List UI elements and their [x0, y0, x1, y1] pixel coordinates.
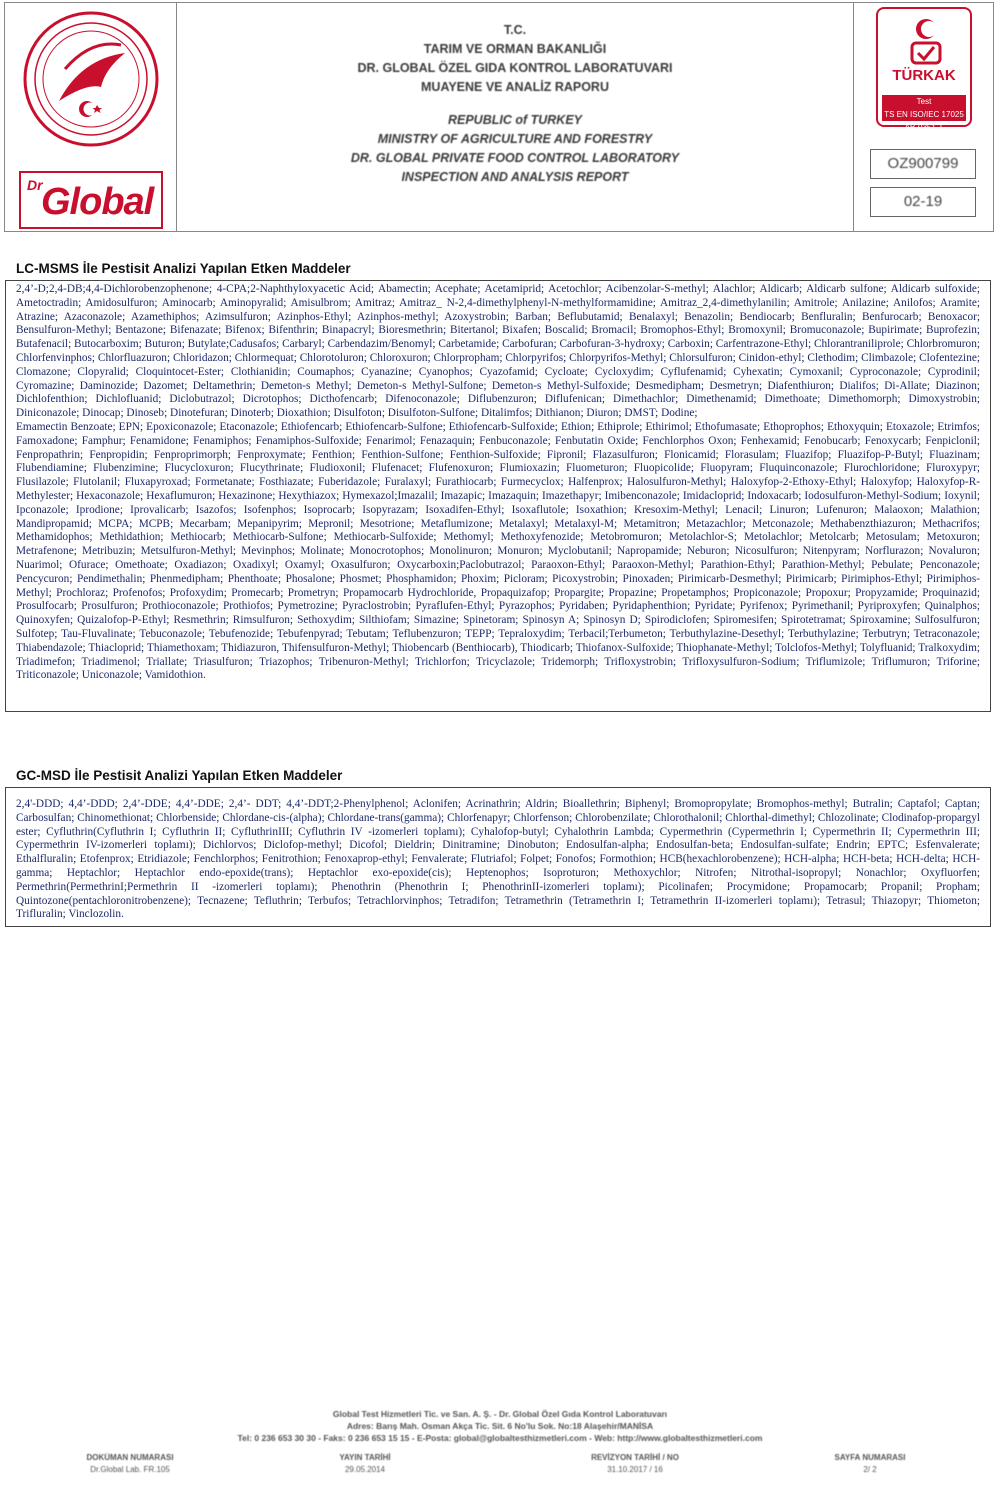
footer-col-publish-date: [285, 1452, 445, 1476]
gcmsd-substances-text: 2,4'-DDD; 4,4’-DDD; 2,4’-DDE; 4,4’-DDE; 2,4’- DDT; 4,4’-DDT;2-Phenylphenol; Aclonifen; Acrinathrin; Aldrin; Bioallethrin; Biphenyl; Bromopropylate; Bromophos-methyl; Butralin; Captafol; Captan; Carbosulfan; Chinomethionat; Chlorbenside; Chlordane-cis-(alpha); Chlordane-trans(gamma); Chlorfenapyr; Chlorfenson; Chlorobenzilate; Chlorothalonil; Chlorthal-dimethyl; Chlozolinate; Clodinafop-propargyl ester; Cyfluthrin(Cyfluthrin I; Cyfluthrin II; CyfluthrinIII; Cyfluthrin IV -izomerleri toplamı); Cyhalofop-butyl; Cyhalothrin Lambda; Cypermethrin (Cypermethrin I; Cypermethrin II; Cypermethrin III; Cypermethrin IV-izomerleri toplamı); Dichlorvos; Diclofop-methyl; Dicofol; Dieldrin; Dinitramine; Dinobuton; Endosulfan-alpha; Endosulfan-beta; Endosulfan-sulfate; Endrin; EPTC; Esfenvalerate; Ethalfluralin; Etofenprox; Etridiazole; Fenchlorphos; Fenitrothion; Fenoxaprop-ethyl; Fenvalerate; Flutriafol; Folpet; Fonofos; Formothion; HCB(hexachlorobenzene); HCH-alpha; HCH-beta; HCH-delta; HCH-gamma; Heptachlor; Heptachlor endo-epoxide(trans); Heptachlor exo-epoxide(cis); Heptenophos; Isoproturon; Methoxychlor; Nitrofen; Nitrothal-isopropyl; Nonachlor; Oxyfluorfen; Permethrin(PermethrinI;Permethrin II -izomerleri toplamı); Phenothrin (Phenothrin I; PhenothrinII-izomerleri toplamı); Picolinafen; Procymidone; Propamocarb; Propanil; Propham; Quintozone(pentachloronitrobenzene); Tecnazene; Tefluthrin; Terbufos; Tetrachlorvinphos; Tetradifon; Tetramethrin (Tetramethrin I; Tetramethrin II-izomerleri toplamı); Tetrasul; Thiazopyr; Thiometon; Trifluralin; Vinclozolin.: [16, 798, 980, 921]
turkak-label: TÜRKAK: [892, 67, 956, 84]
footer-col-value: 31.10.2017 / 16: [607, 1465, 663, 1474]
report-header: [4, 2, 994, 232]
report-code: 02-19: [903, 193, 943, 210]
report-code-box: [870, 187, 976, 217]
footer-col-label: SAYFA NUMARASI: [834, 1453, 906, 1462]
lcmsms-section-title: LC-MSMS İle Pestisit Analizi Yapılan Etken Maddeler: [16, 261, 351, 276]
turkak-band-text: Test TS EN ISO/IEC 17025 AB-0351-T: [884, 97, 964, 132]
turkak-badge: [876, 7, 972, 132]
footer-col-value: 29.05.2014: [344, 1465, 386, 1474]
footer-col-page-number: [790, 1452, 950, 1476]
header-line-en-3: DR. GLOBAL PRIVATE FOOD CONTROL LABORATORY: [350, 151, 680, 165]
header-line-tr-1: T.C.: [503, 23, 527, 37]
footer-col-revision: [555, 1452, 715, 1476]
footer-col-value: Dr.Global Lab. FR.105: [90, 1465, 170, 1474]
header-titles: [177, 21, 853, 187]
footer-address: Adres: Barış Mah. Osman Akça Tic. Sit. 6 No'lu Sok. No:18 Alaşehir/MANİSA: [346, 1421, 654, 1431]
header-logo-panel: [5, 3, 177, 231]
page-footer: [0, 1408, 1000, 1444]
footer-company: Global Test Hizmetleri Tic. ve San. A. Ş. - Dr. Global Özel Gıda Kontrol Laboratuvarı: [332, 1409, 668, 1419]
footer-col-label: REVİZYON TARİHİ / NO: [591, 1453, 679, 1462]
footer-col-value: 2/ 2: [863, 1465, 877, 1474]
ministry-seal-icon: [21, 9, 161, 149]
dr-global-logo: [19, 171, 163, 229]
footer-col-label: YAYIN TARİHİ: [339, 1453, 391, 1462]
header-line-tr-2: TARIM VE ORMAN BAKANLIĞI: [423, 42, 607, 56]
logo-prefix: Dr: [27, 177, 43, 193]
lcmsms-substances-text: 2,4’-D;2,4-DB;4,4-Dichlorobenzophenone; 4-CPA;2-Naphthyloxyacetic Acid; Abamectin; Acephate; Acetamiprid; Acetochlor; Acibenzolar-S-methyl; Alachlor; Aldicarb; Aldicarb sulfone; Aldicarb sulfoxide; Ametoctradin; Amidosulfuron; Aminocarb; Aminopyralid; Amisulbrom; Amitraz; Amitraz_ N-2,4-dimethylphenyl-N-methylformamidine; Amitraz_2,4-dimethylanilin; Amitrole; Anilazine; Anilofos; Aramite; Atrazine; Azaconazole; Azamethiphos; Azimsulfuron; Azinphos-Ethyl; Azinphos-methyl; Azoxystrobin; Barban; Beflubutamid; Benalaxyl; Benazolin; Bendiocarb; Benfluralin; Benfurocarb; Benoxacor; Bensulfuron-Methyl; Bentazone; Bifenazate; Bifenox; Bifenthrin; Binapacryl; Bioresmethrin; Bitertanol; Bixafen; Boscalid; Bromacil; Bromophos-Ethyl; Bromoxynil; Bromuconazole; Bupirimate; Buprofezin; Butafenacil; Butocarboxim; Buturon; Butylate;Cadusafos; Carbaryl; Carbendazim/Benomyl; Carbetamide; Carbofuran; Carbofuran-3-hydroxy; Carboxin; Carfentrazone-Ethyl; Chlorantraniliprole; Chlorbromuron; Chlorfenvinphos; Chlorfluazuron; Chloridazon; Chlormequat; Chlorotoluron; Chloroxuron; Chlorpropham; Chlorpyrifos; Chlorpyrifos-Methyl; Chlorsulfuron; Cinidon-ethyl; Clethodim; Climbazole; Clofentezine; Clomazone; Clopyralid; Cloquintocet-Ester; Clothianidin; Coumaphos; Cyanazine; Cyanophos; Cyazofamid; Cycloate; Cycloxydim; Cyflufenamid; Cyhexatin; Cymoxanil; Cyproconazole; Cyprodinil; Cyromazine; Daminozide; Dazomet; Deltamethrin; Demeton-s Methyl; Demeton-s Methyl-Sulfone; Demeton-s Methyl-Sulfoxide; Desmedipham; Desmetryn; Diafenthiuron; Dialifos; Di-Allate; Diazinon; Dichlofenthion; Dichlofluanid; Diclobutrazol; Dicrotophos; Dicthofencarb; Difenoconazole; Diflubenzuron; Diflufenican; Dimethachlor; Dimethenamid; Dimethoate; Dimethomorph; Dimoxystrobin; Diniconazole; Dinocap; Dinoseb; Dinotefuran; Dinoterb; Dioxathion; Disulfoton; Disulfoton-Sulfone; Ditalimfos; Dithianon; Diuron; DMST; Dodine; Emamectin Benzoate; EPN; Epoxiconazole; Etaconazole; Ethiofencarb; Ethiofencarb-Sulfone; Ethiofencarb-Sulfoxide; Ethion; Ethiprole; Ethirimol; Ethofumasate; Ethoprophos; Ethoxyquin; Etoxazole; Etrimfos; Famoxadone; Famphur; Fenamidone; Fenamiphos; Fenamiphos-Sulfoxide; Fenarimol; Fenazaquin; Fenbuconazole; Fenbutatin Oxide; Fenchlorphos Oxon; Fenhexamid; Fenobucarb; Fenoxycarb; Fenpiclonil; Fenpropathrin; Fenpropidin; Fenproprimorph; Fenproxymate; Fenthion; Fenthion-Sulfone; Fenthion-Sulfoxide; Fipronil; Flazasulfuron; Flonicamid; Florasulam; Fluazifop; Fluazifop-P-Butyl; Fluazinam; Flubendiamine; Flubenzimine; Flucycloxuron; Flucythrinate; Fludioxonil; Flufenacet; Flufenoxuron; Flumioxazin; Fluometuron; Fluopicolide; Fluopyram; Fluquinconazole; Flurochloridone; Fluroxypyr; Flusilazole; Flutolanil; Fluxapyroxad; Formetanate; Fosthiazate; Fuberidazole; Furalaxyl; Furathiocarb; Furmecyclox; Halfenprox; Halosulfuron-Methyl; Haloxyfop-2-Ethoxy-Ethyl; Haloxyfop; Haloxyfop-R-Methylester; Hexaconazole; Hexaflumuron; Hexazinone; Hexythiazox; Hymexazol;Imazalil; Imazapic; Imazaquin; Imazethapyr; Imibenconazole; Imidacloprid; Indoxacarb; Iodosulfuron-Methyl-Sodium; Ioxynil; Ipconazole; Iprodione; Iprovalicarb; Isazofos; Isofenphos; Isoprocarb; Isopyrazam; Isoxadifen-Ethyl; Isoxaflutole; Isoxathion; Kresoxim-Methyl; Lenacil; Linuron; Lufenuron; Malaoxon; Malathion; Mandipropamid; MCPA; MCPB; Mecarbam; Mepanipyrim; Mepronil; Mesotrione; Metaflumizone; Metalaxyl; Metalaxyl-M; Metamitron; Metazachlor; Metconazole; Methabenzthiazuron; Methacrifos; Methamidophos; Methidathion; Methiocarb; Methiocarb-Sulfone; Methiocarb-Sulfoxide; Methomyl; Methoxyfenozide; Metobromuron; Metolachlor-S; Metolachlor; Metolcarb; Metosulam; Metoxuron; Metrafenone; Metribuzin; Metsulfuron-Methyl; Mevinphos; Molinate; Monocrotophos; Monolinuron; Monuron; Myclobutanil; Napropamide; Neburon; Nicosulfuron; Nitenpyram; Norflurazon; Novaluron; Nuarimol; Ofurace; Omethoate; Oxadiazon; Oxadixyl; Oxamyl; Oxasulfuron; Oxycarboxin;Paclobutrazol; Paraoxon-Ethyl; Paraoxon-Methyl; Parathion-Ethyl; Parathion-Methyl; Pebulate; Penconazole; Pencycuron; Pendimethalin; Phenmedipham; Phenthoate; Phosalone; Phosmet; Phosphamidon; Phoxim; Picloram; Picoxystrobin; Pinoxaden; Pirimicarb-Desmethyl; Pirimicarb; Pirimiphos-Ethyl; Pirimiphos-Methyl; Prochloraz; Profenofos; Profoxydim; Promecarb; Prometryn; Propamocarb Hydrochloride, Propaquizafop; Propargite; Propazine; Propetamphos; Propiconazole; Propoxur; Propyzamide; Proquinazid; Prosulfocarb; Prosulfuron; Prothioconazole; Prothiofos; Pymetrozine; Pyraclostrobin; Pyraflufen-Ethyl; Pyrazophos; Pyridaben; Pyridaphenthion; Pyridate; Pyrifenox; Pyrimethanil; Pyriproxyfen; Quinalphos; Quinoxyfen; Quizalofop-P-Ethyl; Resmethrin; Rimsulfuron; Sethoxydim; Silthiofam; Simazine; Spinetoram; Spinosyn A; Spinosyn D; Spirodiclofen; Spiromesifen; Spirotetramat; Spiroxamine; Sulfosulfuron; Sulfotep; Tau-Fluvalinate; Tebuconazole; Tebufenozide; Tebufenpyrad; Tebutam; Teflubenzuron; TEPP; Tepraloxydim; Terbacil;Terbumeton; Terbuthylazine-Desethyl; Terbuthylazine; Terbutryn; Tetraconazole; Thiabendazole; Thiacloprid; Thiamethoxam; Thidiazuron, Thifensulfuron-Methyl; Thiobencarb (Benthiocarb), Thiodicarb; Thiofanox-Sulfoxide; Thiophanate-Methyl; Tolclofos-Methyl; Tolyfluanid; Tralkoxydim; Triadimefon; Triadimenol; Triallate; Triasulfuron; Triazophos; Tribenuron-Methyl; Trichlorfon; Tricyclazole; Tridemorph; Trifloxystrobin; Trifloxysulfuron-Sodium; Triflumizole; Triflumuron; Triforine; Triticonazole; Uniconazole; Vamidothion.: [16, 283, 980, 682]
logo-word: Global: [41, 181, 154, 223]
header-line-tr-3: DR. GLOBAL ÖZEL GIDA KONTROL LABORATUVARI: [357, 61, 673, 75]
footer-col-label: DOKÜMAN NUMARASI: [86, 1453, 174, 1462]
header-line-en-1: REPUBLIC of TURKEY: [447, 113, 583, 127]
header-line-tr-4: MUAYENE VE ANALİZ RAPORU: [421, 80, 609, 94]
header-line-en-2: MINISTRY OF AGRICULTURE AND FORESTRY: [377, 132, 653, 146]
gcmsd-section-title: GC-MSD İle Pestisit Analizi Yapılan Etken Maddeler: [16, 768, 343, 783]
gcmsd-substances-box: [5, 787, 991, 927]
header-accreditation-panel: [853, 3, 993, 231]
report-number-box: [870, 149, 976, 179]
header-line-en-4: INSPECTION AND ANALYSIS REPORT: [401, 170, 629, 184]
turkak-check-icon: [906, 15, 946, 65]
turkak-band: [882, 95, 966, 132]
footer-col-doc-number: [50, 1452, 210, 1476]
report-number: OZ900799: [887, 155, 959, 172]
footer-contact: Tel: 0 236 653 30 30 - Faks: 0 236 653 15 15 - E-Posta: global@globaltesthizmetleri.com - Web: http://www.globaltesthizmetleri.com: [237, 1433, 763, 1443]
lcmsms-substances-box: [5, 280, 991, 712]
